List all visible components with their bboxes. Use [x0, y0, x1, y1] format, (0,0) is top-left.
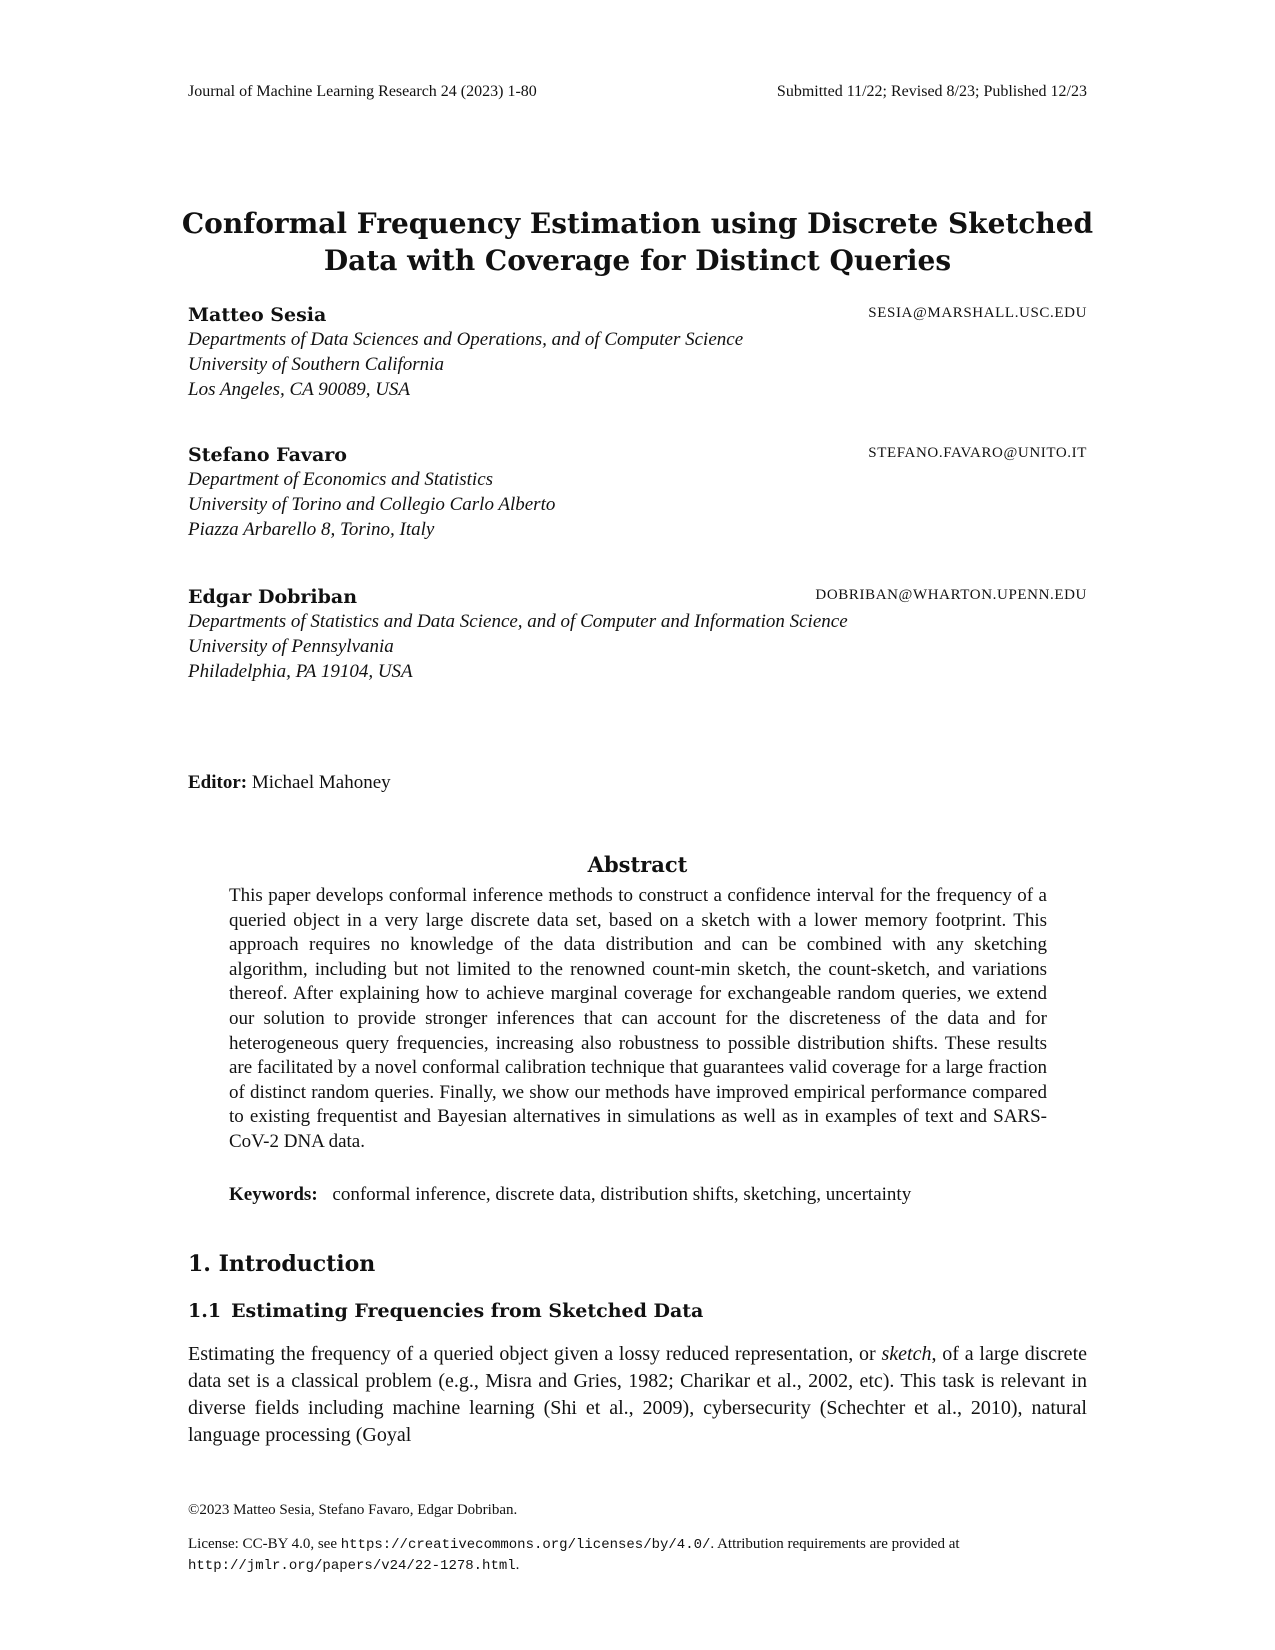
author-email: STEFANO.FAVARO@UNITO.IT [868, 445, 1087, 461]
subsection-number: 1.1 [188, 1300, 222, 1322]
intro-paragraph [188, 1341, 1087, 1449]
journal-citation: Journal of Machine Learning Research 24 (2023) 1-80 [188, 83, 537, 100]
affiliation-line: Piazza Arbarello 8, Torino, Italy [188, 519, 435, 540]
italic-term: sketch [881, 1343, 932, 1365]
affiliation-line: Los Angeles, CA 90089, USA [188, 379, 411, 400]
subsection-title: Estimating Frequencies from Sketched Data [231, 1300, 704, 1322]
author-block-dobriban [188, 585, 1087, 684]
keywords-line [229, 1183, 1047, 1207]
title-line-1: Conformal Frequency Estimation using Discrete Sketched [181, 207, 1094, 240]
editor-line [188, 772, 391, 794]
abstract-text: This paper develops conformal inference methods to construct a confidence interval for the frequency of a queried object in a very large discrete data set, based on a sketch with a lower memory footprint. This approach requires no knowledge of the data distribution and can be combined with any sketching algorithm, including but not limited to the renowned count-min sketch, the count-sketch, and variations thereof. After explaining how to achieve marginal coverage for exchangeable random queries, we extend our solution to provide stronger inferences that can account for the discreteness of the data and for heterogeneous query frequencies, increasing also robustness to possible distribution shifts. These results are facilitated by a novel conformal calibration technique that guarantees valid coverage for a large fraction of distinct random queries. Finally, we show our methods have improved empirical performance compared to existing frequentist and Bayesian alternatives in simulations as well as in examples of text and SARS-CoV-2 DNA data. [229, 885, 1047, 1152]
submission-dates: Submitted 11/22; Revised 8/23; Published 12/23 [776, 83, 1087, 100]
affiliation-line: Philadelphia, PA 19104, USA [188, 661, 413, 682]
affiliation-line: Department of Economics and Statistics [188, 469, 494, 490]
title-line-2: Data with Coverage for Distinct Queries [323, 244, 952, 277]
license-text: . Attribution requirements are provided at [710, 1536, 960, 1552]
author-name: Edgar Dobriban [188, 586, 358, 608]
author-email: SESIA@MARSHALL.USC.EDU [868, 305, 1087, 321]
editor-label: Editor: [188, 772, 248, 793]
author-name: Stefano Favaro [188, 444, 347, 466]
license-text: License: CC-BY 4.0, see [188, 1536, 341, 1552]
license-notice [188, 1534, 1087, 1576]
affiliation-line: University of Torino and Collegio Carlo Alberto [188, 494, 556, 515]
affiliation-line: University of Southern California [188, 354, 444, 375]
paper-title [150, 205, 1125, 279]
author-email: DOBRIBAN@WHARTON.UPENN.EDU [815, 587, 1087, 603]
author-block-sesia [188, 303, 1087, 402]
section-heading: 1. Introduction [188, 1251, 376, 1277]
copyright-notice: ©2023 Matteo Sesia, Stefano Favaro, Edgar Dobriban. [188, 1502, 518, 1518]
abstract-heading: Abstract [587, 852, 688, 877]
author-block-favaro [188, 443, 1087, 542]
keywords-list: conformal inference, discrete data, distribution shifts, sketching, uncertainty [332, 1184, 912, 1205]
license-link[interactable]: https://creativecommons.org/licenses/by/4.0/ [340, 1537, 711, 1553]
keywords-label: Keywords: [229, 1184, 318, 1205]
affiliation-line: Departments of Statistics and Data Science, and of Computer and Information Science [188, 611, 848, 632]
affiliation-line: Departments of Data Sciences and Operations, and of Computer Science [188, 329, 744, 350]
footnote-block [188, 1500, 1087, 1576]
author-name: Matteo Sesia [188, 304, 327, 326]
paragraph-text: Estimating the frequency of a queried object given a lossy reduced representation, or [188, 1343, 882, 1365]
editor-name: Michael Mahoney [251, 772, 391, 793]
affiliation-line: University of Pennsylvania [188, 636, 394, 657]
subsection-heading [188, 1300, 703, 1322]
paragraph-text: , of a large discrete data set is a classical problem (e.g., Misra and Gries, 1982; Charikar et al., 2002, etc). This task is relevant in diverse fields including machine learning (Shi et al., 2009), cybersecurity (Schechter et al., 2010), natural language processing (Goyal [188, 1343, 1087, 1446]
paper-link[interactable]: http://jmlr.org/papers/v24/22-1278.html [188, 1558, 516, 1574]
license-text: . [515, 1557, 520, 1573]
